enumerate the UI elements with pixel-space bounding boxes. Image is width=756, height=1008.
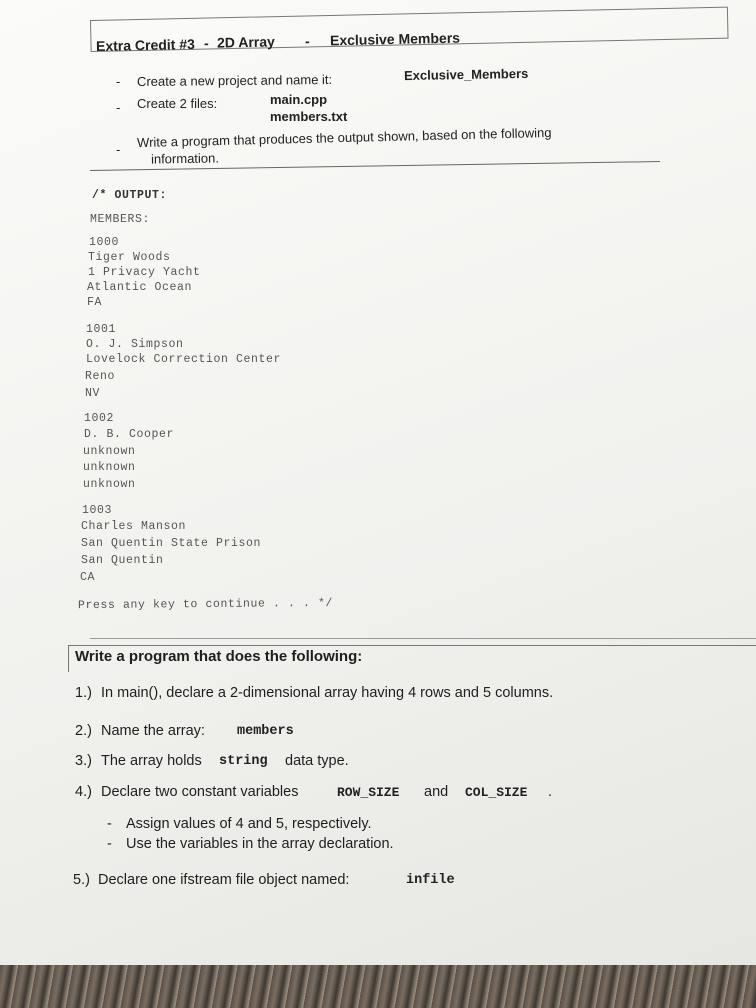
- task-write-program-line2: information.: [150, 150, 220, 167]
- member-1003-name: Charles Manson: [81, 520, 187, 533]
- task-create-project: Create a new project and name it:: [136, 71, 333, 90]
- section-divider: [90, 638, 756, 639]
- member-1000-state: FA: [87, 296, 103, 309]
- step-name-array: Name the array:: [101, 723, 205, 739]
- task-bullet: -: [116, 142, 121, 157]
- member-1001-id: 1001: [86, 323, 117, 336]
- step-constants-period: .: [548, 784, 553, 800]
- member-1002-name: D. B. Cooper: [84, 428, 175, 441]
- task-write-program-line1: Write a program that produces the output shown, based on the following: [136, 124, 552, 151]
- title-topic: 2D Array: [216, 33, 276, 51]
- subitem-bullet: -: [107, 836, 112, 852]
- code-row-size: ROW_SIZE: [337, 785, 400, 800]
- code-infile: infile: [406, 873, 455, 888]
- task-bullet: -: [116, 100, 121, 115]
- task-create-files: Create 2 files:: [137, 96, 218, 111]
- member-1003-state: CA: [80, 571, 96, 584]
- member-1003-address: San Quentin State Prison: [81, 537, 262, 550]
- title-separator: -: [304, 32, 310, 50]
- member-1000-city: Atlantic Ocean: [87, 281, 193, 294]
- code-col-size: COL_SIZE: [465, 785, 528, 800]
- members-label: MEMBERS:: [90, 213, 151, 226]
- member-1000-address: 1 Privacy Yacht: [88, 266, 201, 279]
- member-1001-name: O. J. Simpson: [86, 338, 184, 351]
- step-data-type-suffix: data type.: [285, 753, 349, 769]
- step-number: 3.): [75, 753, 92, 769]
- code-string: string: [219, 754, 268, 769]
- table-surface: [0, 965, 756, 1008]
- step-ifstream: Declare one ifstream file object named:: [98, 872, 350, 888]
- project-name: Exclusive_Members: [403, 65, 529, 84]
- step-data-type: The array holds: [101, 753, 202, 769]
- member-1003-city: San Quentin: [81, 554, 164, 567]
- task-bullet: -: [116, 74, 121, 89]
- file-main-cpp: main.cpp: [270, 92, 328, 107]
- member-1001-state: NV: [85, 387, 101, 400]
- member-1002-city: unknown: [83, 461, 136, 474]
- step-number: 1.): [75, 685, 92, 701]
- step-constants-and: and: [424, 784, 449, 800]
- member-1000-name: Tiger Woods: [88, 251, 171, 264]
- subitem-bullet: -: [107, 816, 112, 832]
- output-footer: Press any key to continue . . . */: [77, 596, 334, 613]
- subitem-use-variables: Use the variables in the array declaration.: [126, 836, 394, 852]
- step-declare-array: In main(), declare a 2-dimensional array having 4 rows and 5 columns.: [101, 685, 554, 701]
- title-project: Exclusive Members: [329, 29, 461, 49]
- step-number: 2.): [75, 723, 92, 739]
- step-constants: Declare two constant variables: [101, 784, 299, 800]
- member-1002-id: 1002: [84, 412, 115, 425]
- member-1002-address: unknown: [83, 445, 136, 458]
- title-course: Extra Credit #3: [95, 35, 195, 55]
- code-members: members: [237, 724, 294, 739]
- step-number: 4.): [75, 784, 92, 800]
- output-comment-open: /* OUTPUT:: [92, 189, 168, 202]
- step-number: 5.): [73, 872, 90, 888]
- member-1001-city: Reno: [85, 370, 116, 383]
- member-1000-id: 1000: [89, 236, 120, 249]
- title-separator: -: [203, 34, 209, 52]
- section-heading: Write a program that does the following:: [75, 648, 363, 665]
- member-1001-address: Lovelock Correction Center: [86, 353, 282, 366]
- member-1002-state: unknown: [83, 478, 136, 491]
- member-1003-id: 1003: [82, 504, 113, 517]
- file-members-txt: members.txt: [270, 109, 348, 124]
- subitem-assign-values: Assign values of 4 and 5, respectively.: [126, 816, 372, 832]
